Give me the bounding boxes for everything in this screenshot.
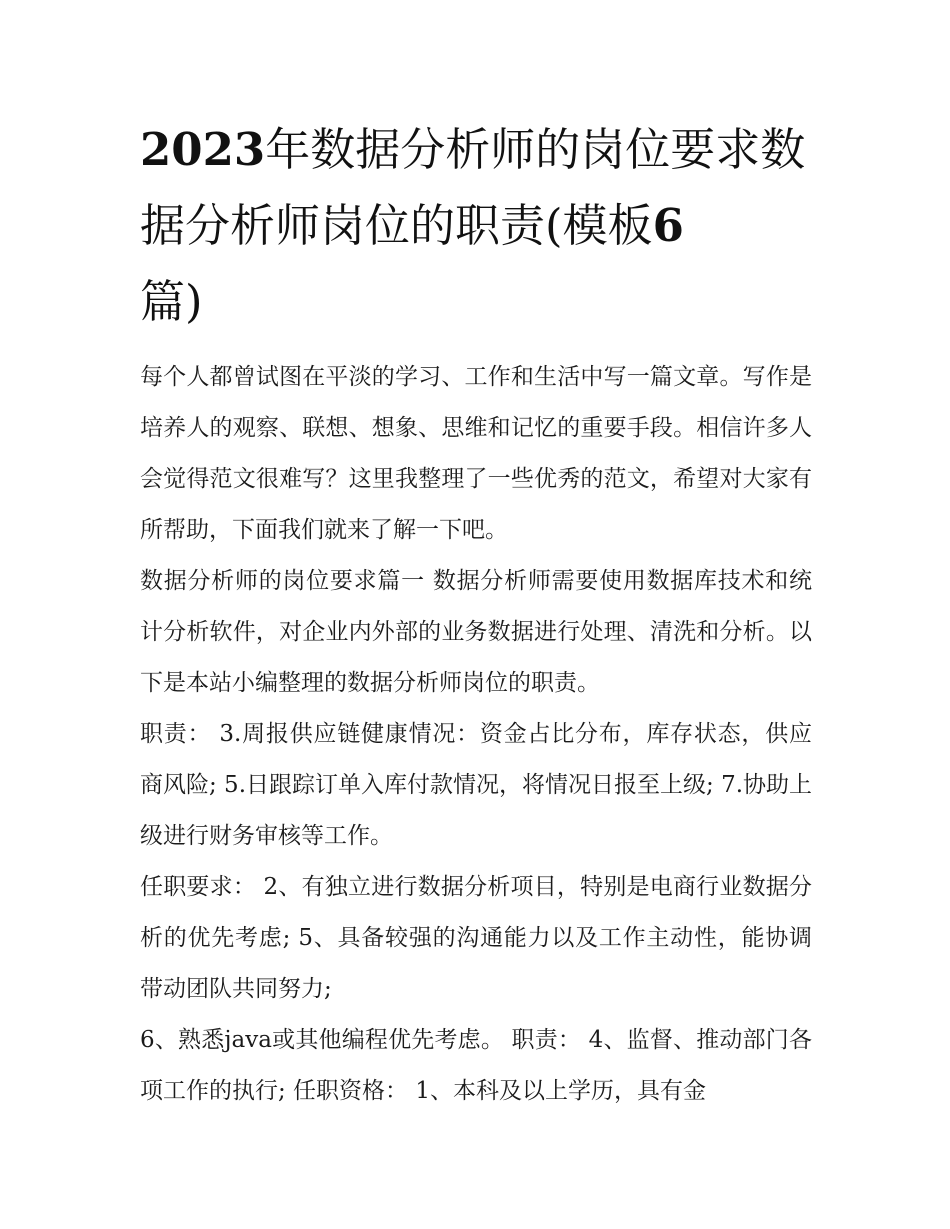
intro-paragraph: 每个人都曾试图在平淡的学习、工作和生活中写一篇文章。写作是培养人的观察、联想、想象、思维和记忆的重要手段。相信许多人会觉得范文很难写？这里我整理了一些优秀的范文，希望对大家有所帮助，下面我们就来了解一下吧。 — [140, 364, 812, 543]
skills-paragraph: 6、熟悉java或其他编程优先考虑。 职责： 4、监督、推动部门各项工作的执行; 任职资格： 1、本科及以上学历，具有金 — [140, 1027, 812, 1104]
title-number: 6 — [652, 199, 684, 252]
document-title — [140, 112, 812, 340]
section-one-paragraph: 数据分析师的岗位要求篇一 数据分析师需要使用数据库技术和统计分析软件，对企业内外部的业务数据进行处理、清洗和分析。以下是本站小编整理的数据分析师岗位的职责。 — [140, 568, 812, 696]
title-year: 2023 — [140, 123, 266, 176]
requirements-paragraph: 任职要求： 2、有独立进行数据分析项目，特别是电商行业数据分析的优先考虑; 5、具备较强的沟通能力以及工作主动性，能协调带动团队共同努力; — [140, 874, 812, 1002]
title-main-text: 年数据分析师的岗位要求数据分析师岗位的职责(模板 — [140, 123, 806, 252]
title-suffix: 篇) — [140, 275, 203, 328]
duties-paragraph: 职责： 3.周报供应链健康情况：资金占比分布，库存状态，供应商风险; 5.日跟踪订单入库付款情况，将情况日报至上级; 7.协助上级进行财务审核等工作。 — [140, 721, 813, 849]
document-body — [140, 112, 812, 1117]
